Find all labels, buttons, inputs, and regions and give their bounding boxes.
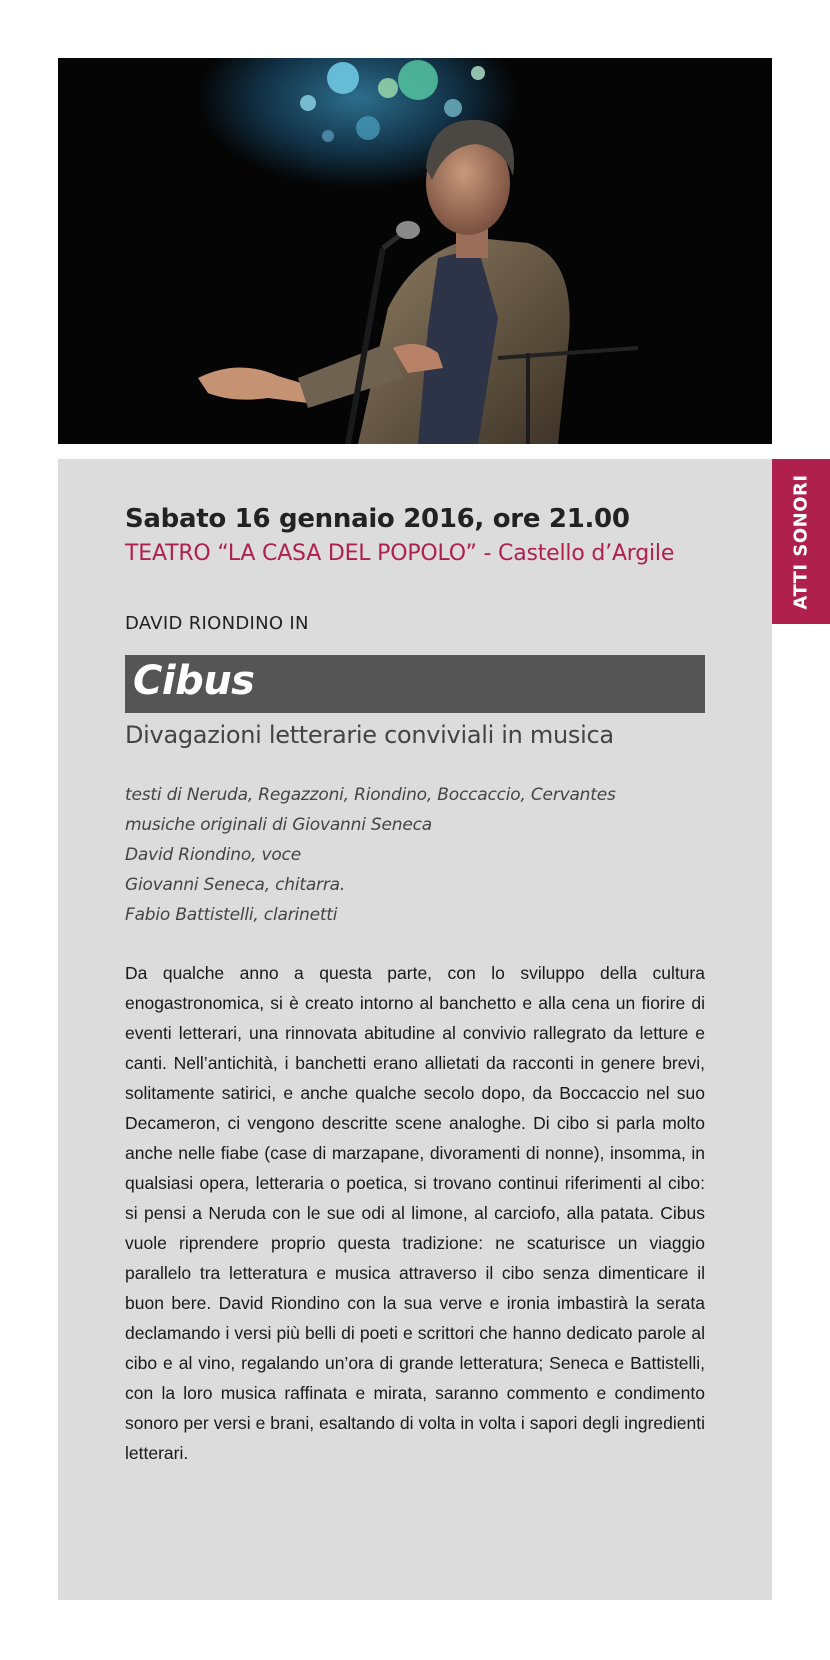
event-venue: TEATRO “LA CASA DEL POPOLO” - Castello d’Argile xyxy=(125,541,675,566)
credit-line: David Riondino, voce xyxy=(125,845,301,865)
performer-photo xyxy=(58,58,772,444)
credit-line: testi di Neruda, Regazzoni, Riondino, Boccaccio, Cervantes xyxy=(125,785,616,805)
event-date: Sabato 16 gennaio 2016, ore 21.00 xyxy=(125,504,630,534)
event-subtitle: Divagazioni letterarie conviviali in musica xyxy=(125,721,614,749)
description-paragraph: Da qualche anno a questa parte, con lo sviluppo della cultura enogastronomica, si è creato intorno al banchetto e alla cena un fiorire di eventi letterari, una rinnovata abitudine al convivio rallegrato da letture e canti. Nell’antichità, i banchetti erano allietati da racconti in genere brevi, solitamente satirici, e anche qualche secolo dopo, da Boccaccio nel suo Decameron, ci vengono descritte scene analoghe. Di cibo si parla molto anche nelle fiabe (case di marzapane, divoramenti di nonne), insomma, in qualsiasi opera, letteraria o poetica, si trovano continui riferimenti al cibo: si pensi a Neruda con le sue odi al limone, al carciofo, alla patata. Cibus vuole riprendere proprio questa tradizione: ne scaturisce un viaggio parallelo tra letteratura e musica attraverso il cibo senza dimenticare il buon bere. David Riondino con la sua verve e ironia imbastirà la serata declamando i versi più belli di poeti e scrittori che hanno dedicato parole al cibo e al vino, regalando un’ora di grande letteratura; Seneca e Battistelli, con la loro musica raffinata e mirata, saranno commento e condimento sonoro per versi e brani, esaltando di volta in volta i sapori degli ingredienti letterari. xyxy=(125,963,705,1463)
section-tab-label: ATTI SONORI xyxy=(790,473,812,610)
event-description xyxy=(125,958,705,1468)
credit-line: Fabio Battistelli, clarinetti xyxy=(125,905,338,925)
event-title: Cibus xyxy=(133,658,255,704)
title-bar xyxy=(125,655,705,713)
credit-line: Giovanni Seneca, chitarra. xyxy=(125,875,346,895)
credits-list xyxy=(125,780,725,930)
event-presenter: DAVID RIONDINO IN xyxy=(125,613,309,634)
section-tab xyxy=(772,459,830,624)
credit-line: musiche originali di Giovanni Seneca xyxy=(125,815,432,835)
